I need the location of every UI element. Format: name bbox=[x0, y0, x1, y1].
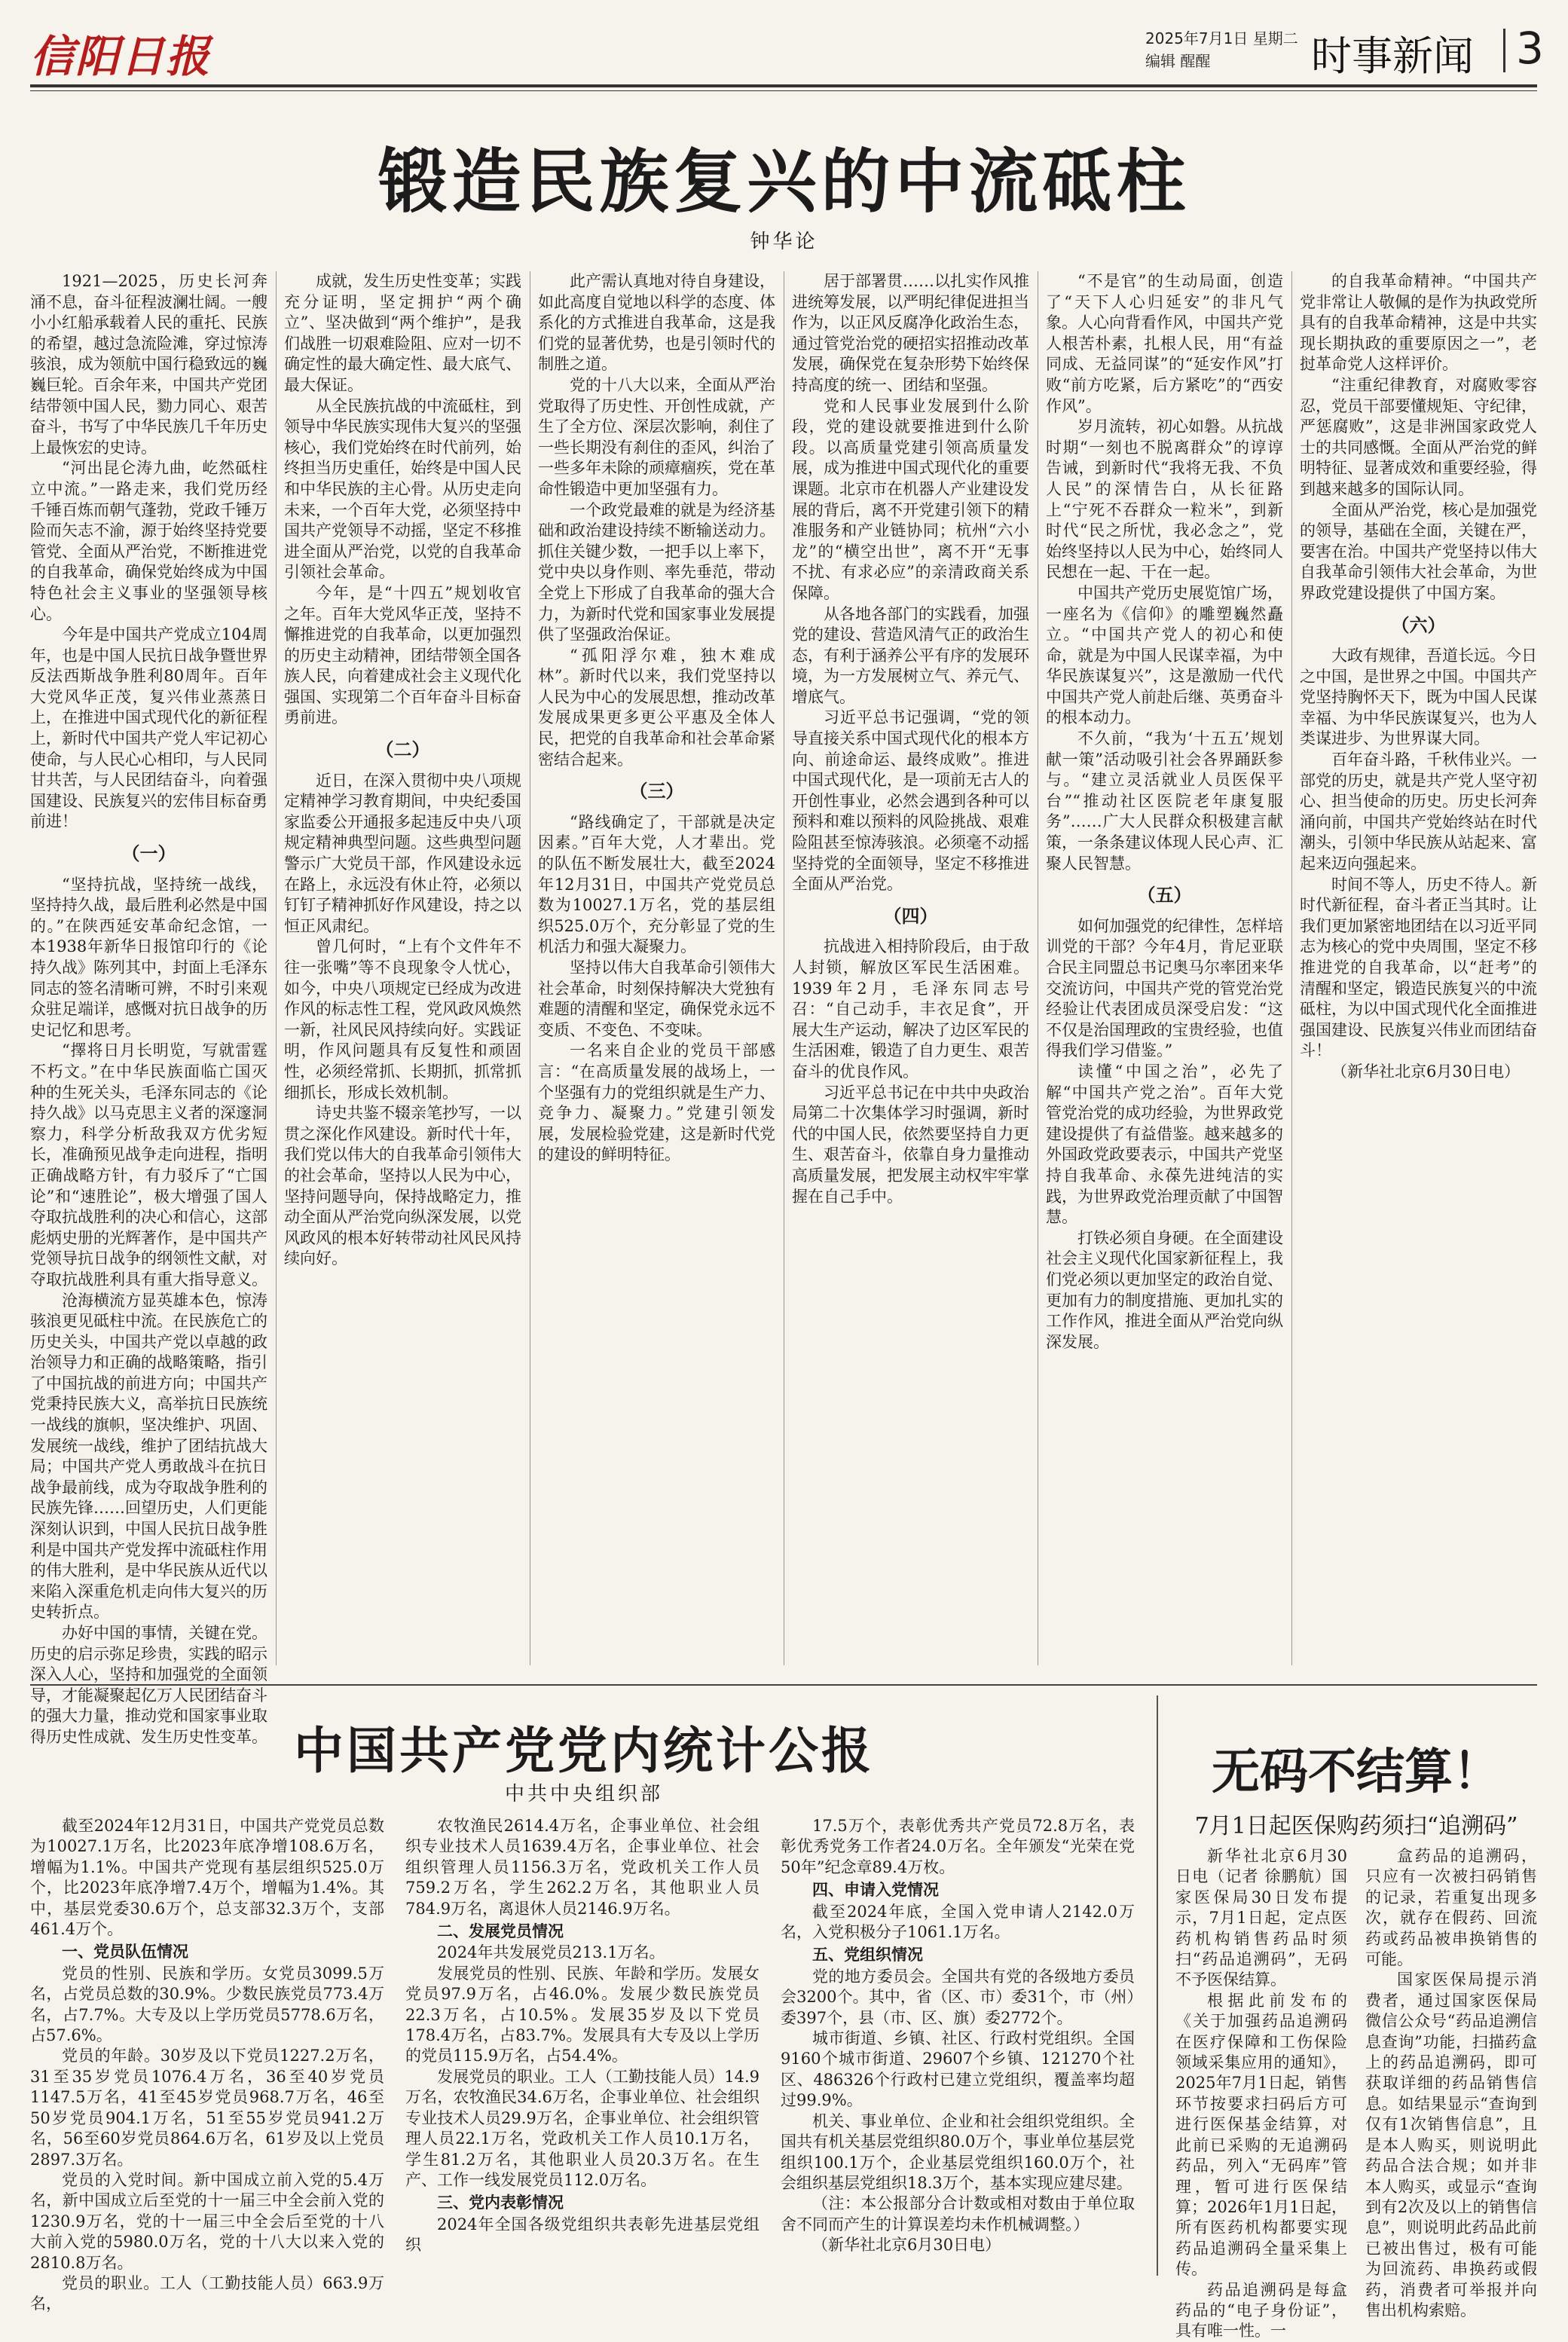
paragraph: 诗史共鉴不辍亲笔抄写，一以贯之深化作风建设。新时代十年，我们党以伟大的自我革命引领伟大的社会革命，坚持以人民为中心，坚持问题导向，保持战略定力，推动全面从严治党向纵深发展，以党风政风的根本好转带动社风民风持续向好。 bbox=[284, 1104, 521, 1268]
paragraph: 大政有规律，吾道长远。今日之中国，是世界之中国。中国共产党坚持胸怀天下，既为中国人民谋幸福、为中华民族谋复兴，也为人类谋进步、为世界谋大同。 bbox=[1300, 647, 1537, 748]
paragraph: 全面从严治党，核心是加强党的领导，基础在全面，关键在严，要害在治。中国共产党坚持以伟大自我革命引领伟大社会革命，为世界政党建设提供了中国方案。 bbox=[1300, 500, 1537, 602]
medical-headline: 无码不结算！ bbox=[1212, 1744, 1501, 1800]
bulletin-headline: 中国共产党党内统计公报 bbox=[294, 1722, 874, 1780]
article-column bbox=[284, 271, 521, 1665]
paragraph: 党和人民事业发展到什么阶段，党的建设就要推进到什么阶段。以高质量党建引领高质量发展，成为推进中国式现代化的重要课题。北京市在机器人产业建设发展的背后，离不开党建引领下的精准服务和产业链协同；杭州“六小龙”的“横空出世”，离不开“无事不扰、有求必应”的亲清政商关系保障。 bbox=[792, 396, 1029, 602]
paragraph: 农牧渔民2614.4万名，企事业单位、社会组织专业技术人员1639.4万名，企事业单位、社会组织管理人员1156.3万名，党政机关工作人员759.2万名，学生262.2万名，其他职业人员784.9万名，离退休人员2146.9万名。 bbox=[405, 1817, 760, 1918]
editor-credit: 编辑 醒醒 bbox=[1145, 52, 1211, 70]
paragraph: “路线确定了，干部就是决定因素。”百年大党，人才辈出。党的队伍不断发展壮大，截至2024年12月31日，中国共产党党员总数为10027.1万名，党的基层组织525.0万个，充分彰显了党的生机活力和强大凝聚力。 bbox=[538, 812, 775, 956]
paragraph: 习近平总书记在中共中央政治局第二十次集体学习时强调，新时代的中国人民，依然要坚持自力更生、艰苦奋斗，依靠自身力量推动高质量发展，把发展主动权牢牢掌握在自己手中。 bbox=[792, 1083, 1029, 1206]
paragraph: 从全民族抗战的中流砥柱，到领导中华民族实现伟大复兴的坚强核心，我们党始终在时代前列，始终担当历史重任，始终是中国人民和中华民族的主心骨。从历史走向未来，一个百年大党，必须坚持中国共产党领导不动摇，坚定不移推进全面从严治党，以党的自我革命引领社会革命。 bbox=[284, 396, 521, 582]
main-byline: 钟华论 bbox=[750, 231, 818, 253]
paragraph: 办好中国的事情，关键在党。历史的启示弥足珍贵，实践的昭示深入人心，坚持和加强党的全面领导，才能凝聚起亿万人民团结奋斗的强大力量，推动党和国家事业取得历史性成就、发生历史性变革。 bbox=[30, 1624, 267, 1746]
column-rule bbox=[1291, 271, 1292, 1665]
article-column bbox=[30, 271, 267, 1746]
paragraph: 党员的年龄。30岁及以下党员1227.2万名，31至35岁党员1076.4万名，36至40岁党员1147.5万名，41至45岁党员968.7万名，46至50岁党员904.1万名，51至55岁党员941.2万名，56至60岁党员864.6万名，61岁及以上党员2897.3万名。 bbox=[30, 2047, 384, 2169]
paragraph: 根据此前发布的《关于加强药品追溯码在医疗保障和工伤保险领域采集应用的通知》，2025年7月1日起，销售环节按要求扫码后方可进行医保基金结算，对此前已采购的无追溯码药品，列入“无码库”管理，暂可进行医保结算；2026年1月1日起，所有医药机构都要实现药品追溯码全量采集上传。 bbox=[1175, 1991, 1347, 2279]
paragraph: 党的十八大以来，全面从严治党取得了历史性、开创性成就，产生了全方位、深层次影响，刹住了一些长期没有刹住的歪风，纠治了一些多年未除的顽瘴痼疾，党在革命性锻造中更加坚强有力。 bbox=[538, 375, 775, 498]
paragraph: 17.5万个，表彰优秀共产党员72.8万名，表彰优秀党务工作者24.0万名。全年颁发“光荣在党50年”纪念章89.4万枚。 bbox=[781, 1817, 1135, 1876]
paragraph: 从各地各部门的实践看，加强党的建设、营造风清气正的政治生态，有利于涵养公平有序的发展环境，为一方发展树立气、养元气、增底气。 bbox=[792, 604, 1029, 706]
paragraph: 发展党员的性别、民族、年龄和学历。发展女党员97.9万名，占46.0%。发展少数民族党员22.3万名，占10.5%。发展35岁及以下党员178.4万名，占83.7%。发展具有大专及以上学历的党员115.9万名，占54.4%。 bbox=[405, 1964, 760, 2065]
paragraph: 一名来自企业的党员干部感言：“在高质量发展的战场上，一个坚强有力的党组织就是生产力、竞争力、凝聚力。”党建引领发展，发展检验党建，这是新时代党的建设的鲜明特征。 bbox=[538, 1041, 775, 1164]
paragraph: 2024年共发展党员213.1万名。 bbox=[437, 1943, 665, 1962]
paragraph: 沧海横流方显英雄本色，惊涛骇浪更见砥柱中流。在民族危亡的历史关头，中国共产党以卓越的政治领导力和正确的战略策略，指引了中国抗战的前进方向；中国共产党秉持民族大义，高举抗日民族统一战线的旗帜，坚决维护、巩固、发展统一战线，维护了团结抗战大局；中国共产党人勇敢战斗在抗日战争最前线，成为夺取战争胜利的民族先锋……回望历史，人们更能深刻认识到，中国人民抗日战争胜利是中国共产党发挥中流砥柱作用的伟大胜利，是中华民族从近代以来陷入深重危机走向伟大复兴的历史转折点。 bbox=[30, 1291, 267, 1622]
paragraph: 党员的性别、民族和学历。女党员3099.5万名，占党员总数的30.9%。少数民族党员773.4万名，占7.7%。大专及以上学历党员5778.6万名，占57.6%。 bbox=[30, 1964, 384, 2045]
paragraph: 的自我革命精神。“中国共产党非常让人敬佩的是作为执政党所具有的自我革命精神，这是中共实现长期执政的重要原因之一”，老挝革命党人这样评价。 bbox=[1300, 272, 1537, 374]
paragraph: 2024年全国各级党组织共表彰先进基层党组织 bbox=[405, 2215, 760, 2255]
paragraph: 党员的职业。工人（工勤技能人员）663.9万名， bbox=[30, 2273, 384, 2313]
paragraph: 抗战进入相持阶段后，由于敌人封锁，解放区军民生活困难。1939年2月，毛泽东同志号召：“自己动手，丰衣足食”，开展大生产运动，解决了边区军民的生活困难，锻造了自力更生、艰苦奋斗的优良作风。 bbox=[792, 937, 1029, 1081]
issue-date: 2025年7月1日 星期二 bbox=[1145, 29, 1298, 47]
paragraph: 新华社北京6月30日电（记者 徐鹏航）国家医保局30日发布提示，7月1日起，定点医药机构销售药品时须扫“药品追溯码”，无码不予医保结算。 bbox=[1175, 1847, 1347, 1989]
paragraph: 一个政党最难的就是为经济基础和政治建设持续不断输送动力。抓住关键少数，一把手以上率下，党中央以身作则、率先垂范，带动全党上下形成了自我革命的强大合力，为新时代党和国家事业发展提供了坚强政治保证。 bbox=[538, 500, 775, 644]
paragraph: 坚持以伟大自我革命引领伟大社会革命，时刻保持解决大党独有难题的清醒和坚定，确保党永远不变质、不变色、不变味。 bbox=[538, 959, 775, 1039]
news-column bbox=[1365, 1846, 1537, 2319]
paragraph: （注：本公报部分合计数或相对数由于单位取舍不同而产生的计算误差均未作机械调整。） bbox=[781, 2194, 1135, 2233]
column-rule bbox=[276, 271, 277, 1665]
paragraph: 城市街道、乡镇、社区、行政村党组织。全国9160个城市街道、29607个乡镇、121270个社区、486326个行政村已建立党组织，覆盖率均超过99.9%。 bbox=[781, 2029, 1135, 2110]
paragraph: 此产需认真地对待自身建设，如此高度自觉地以科学的态度、体系化的方式推进自我革命，这是我们党的显著优势，也是引领时代的制胜之道。 bbox=[538, 272, 775, 374]
paragraph: 打铁必须自身硬。在全面建设社会主义现代化国家新征程上，我们党必须以更加坚定的政治自觉、更加有力的制度措施、更加扎实的工作作风，推进全面从严治党向纵深发展。 bbox=[1046, 1228, 1283, 1351]
medical-subheadline: 7月1日起医保购药须扫“追溯码” bbox=[1194, 1813, 1518, 1839]
section-divider bbox=[30, 1684, 1537, 1686]
section-heading: （三） bbox=[629, 780, 684, 803]
masthead bbox=[30, 17, 1544, 84]
paragraph: 药品追溯码是每盒药品的“电子身份证”，具有唯一性。一 bbox=[1175, 2280, 1347, 2340]
newspaper-logo: 信阳日报 bbox=[30, 31, 212, 82]
paragraph: 截至2024年12月31日，中国共产党党员总数为10027.1万名，比2023年底净增108.6万名，增幅为1.1%。中国共产党现有基层组织525.0万个，比2023年底净增7.4万个，增幅为1.4%。其中，基层党委30.6万个，总支部32.3万个，支部461.4万个。 bbox=[30, 1817, 384, 1939]
bulletin-byline: 中共中央组织部 bbox=[504, 1783, 663, 1805]
paragraph: 盒药品的追溯码，只应有一次被扫码销售的记录，若重复出现多次，就存在假药、回流药或药品被串换销售的可能。 bbox=[1365, 1847, 1537, 1969]
issue-info bbox=[1145, 27, 1298, 72]
paragraph: 1921—2025，历史长河奔涌不息，奋斗征程波澜壮阔。一艘小小红船承载着人民的重托、民族的希望，越过急流险滩，穿过惊涛骇浪，成为领航中国行稳致远的巍巍巨轮。百余年来，中国共产党团结带领中国人民，勠力同心、艰苦奋斗，书写了中华民族几千年历史上最恢宏的史诗。 bbox=[30, 272, 267, 457]
paragraph: “注重纪律教育，对腐败零容忍，党员干部要懂规矩、守纪律，严惩腐败”，这是非洲国家政党人士的共同感慨。全面从严治党的鲜明特征、显著成效和重要经验，得到越来越多的国际认同。 bbox=[1300, 375, 1537, 498]
bulletin-column bbox=[405, 1816, 760, 2276]
section-heading: （二） bbox=[375, 738, 430, 761]
article-column bbox=[538, 271, 775, 1665]
page-number: 3 bbox=[1516, 23, 1544, 74]
article-column bbox=[792, 271, 1029, 1665]
paragraph: 今年是中国共产党成立104周年，也是中国人民抗日战争暨世界反法西斯战争胜利80周年。百年大党风华正茂，复兴伟业蒸蒸日上，在推进中国式现代化的新征程上，新时代中国共产党人牢记初心使命，与人民心心相印，与人民同甘共苦，与人民团结奋斗，向着强国建设、民族复兴的宏伟目标奋勇前进！ bbox=[30, 625, 267, 831]
paragraph: 中国共产党历史展览馆广场，一座名为《信仰》的雕塑巍然矗立。“中国共产党人的初心和使命，就是为中国人民谋幸福，为中华民族谋复兴”，这是激励一代代中国共产党人前赴后继、英勇奋斗的根本动力。 bbox=[1046, 583, 1283, 727]
paragraph: 岁月流转，初心如磐。从抗战时期“一刻也不脱离群众”的谆谆告诫，到新时代“我将无我、不负人民”的深情告白，从长征路上“宁死不吞群众一粒米”，到新时代“民之所忧，我必念之”，党始终坚持以人民为中心，始终同人民想在一起、干在一起。 bbox=[1046, 417, 1283, 582]
bulletin-subheading: 五、党组织情况 bbox=[812, 1945, 923, 1964]
paragraph: “擇将日月长明览，写就雷霆不朽文。”在中华民族面临亡国灭种的生死关头，毛泽东同志的《论持久战》以马克思主义者的深邃洞察力，科学分析敌我双方优劣短长，准确预见战争走向进程，指明正确战略方针，有力驳斥了“亡国论”和“速胜论”，极大增强了国人夺取抗战胜利的决心和信心，这部彪炳史册的光辉著作，是中国共产党领导抗日战争的纲领性文献，对夺取抗战胜利具有重大指导意义。 bbox=[30, 1041, 267, 1289]
paragraph: 习近平总书记强调，“党的领导直接关系中国式现代化的根本方向、前途命运、最终成败”。推进中国式现代化，是一项前无古人的开创性事业，必然会遇到各种可以预料和难以预料的风险挑战、艰难险阻甚至惊涛骇浪。必须毫不动摇坚持党的全面领导，坚定不移推进全面从严治党。 bbox=[792, 708, 1029, 894]
bulletin-column bbox=[781, 1816, 1135, 2276]
paragraph: 成就，发生历史性变革；实践充分证明，坚定拥护“两个确立”、坚决做到“两个维护”，是我们战胜一切艰难险阻、应对一切不确定性的最大确定性、最大底气、最大保证。 bbox=[284, 272, 521, 394]
paragraph: “不是官”的生动局面，创造了“天下人心归延安”的非凡气象。人心向背看作风，中国共产党人根苦朴素，扎根人民，用“有益同成、无益同谋”的“延安作风”打败“前方吃紧，后方紧吃”的“西安作风”。 bbox=[1046, 272, 1283, 415]
paragraph: “孤阳浮尔难，独木难成林”。新时代以来，我们党坚持以人民为中心的发展思想，推动改革发展成果更多更公平惠及全体人民，把党的自我革命和社会革命紧密结合起来。 bbox=[538, 646, 775, 769]
paragraph: 党员的入党时间。新中国成立前入党的5.4万名，新中国成立后至党的十一届三中全会前入党的1230.9万名，党的十一届三中全会后至党的十八大前入党的5980.0万名，党的十八大以来入党的2810.8万名。 bbox=[30, 2170, 384, 2272]
paragraph: 读懂“中国之治”，必先了解“中国共产党之治”。百年大党管党治党的成功经验，为世界政党建设提供了有益借鉴。越来越多的外国政党政要表示，中国共产党坚持自我革命、永葆先进纯洁的实践，为世界政党治理贡献了中国智慧。 bbox=[1046, 1062, 1283, 1227]
paragraph: （新华社北京6月30日电） bbox=[1331, 1062, 1521, 1081]
article-divider bbox=[1157, 1695, 1158, 2276]
news-column bbox=[1175, 1846, 1347, 2340]
bulletin-column bbox=[30, 1816, 384, 2313]
section-heading: （一） bbox=[121, 842, 176, 865]
paragraph: 百年奋斗路，千秋伟业兴。一部党的历史，就是共产党人坚守初心、担当使命的历史。历史长河奔涌向前，中国共产党始终站在时代潮头，引领中华民族从站起来、富起来迈向强起来。 bbox=[1300, 751, 1537, 873]
bulletin-subheading: 三、党内表彰情况 bbox=[437, 2193, 564, 2212]
section-heading: （四） bbox=[883, 904, 938, 927]
section-title: 时事新闻 bbox=[1311, 32, 1474, 80]
paragraph: “河出昆仑涛九曲，屹然砥柱立中流。”一路走来，我们党历经千锤百炼而朝气蓬勃，党政千锤万险而矢志不渝，源于始终坚持党要管党、全面从严治党，不断推进党的自我革命，确保党始终成为中国特色社会主义事业的坚强领导核心。 bbox=[30, 459, 267, 623]
section-heading: （六） bbox=[1391, 613, 1446, 636]
paragraph: 国家医保局提示消费者，通过国家医保局微信公众号“药品追溯信息查询”功能，扫描药盒上的药品追溯码，即可获取详细的药品销售信息。如结果显示“查询到仅有1次销售信息”，且是本人购买，则说明此药品合法合规；如并非本人购买，或显示“查询到有2次及以上的销售信息”，则说明此药品此前已被出售过，极有可能为回流药、串换药或假药，消费者可举报并向售出机构索赔。 bbox=[1365, 1971, 1537, 2319]
paragraph: （新华社北京6月30日电） bbox=[812, 2236, 1001, 2255]
bulletin-subheading: 四、申请入党情况 bbox=[812, 1880, 939, 1900]
paragraph: 机关、事业单位、企业和社会组织党组织。全国共有机关基层党组织80.0万个，事业单位基层党组织100.1万个，企业基层党组织160.0万个，社会组织基层党组织18.3万个，基本实现应建尽建。 bbox=[781, 2111, 1135, 2192]
paragraph: 党的地方委员会。全国共有党的各级地方委员会3200个。其中，省（区、市）委31个，市（州）委397个，县（市、区、旗）委2772个。 bbox=[781, 1967, 1135, 2027]
article-column bbox=[1046, 271, 1283, 1665]
main-headline: 锻造民族复兴的中流砥柱 bbox=[377, 142, 1191, 222]
top-rule-thin bbox=[30, 90, 1537, 91]
paragraph: 如何加强党的纪律性，怎样培训党的干部？今年4月，肯尼亚联合民主同盟总书记奥马尔率团来华交流访问，中国共产党的管党治党经验让代表团成员深受启发：“这不仅是治国理政的宝贵经验，也值得我们学习借鉴。” bbox=[1046, 916, 1283, 1060]
top-rule bbox=[30, 84, 1537, 87]
paragraph: 居于部署贯……以扎实作风推进统筹发展，以严明纪律促进担当作为，以正风反腐净化政治生态，通过管党治党的硬招实招推动改革发展，确保党在复杂形势下始终保持高度的统一、团结和坚强。 bbox=[792, 272, 1029, 394]
paragraph: 不久前，“我为‘十五五’规划献一策”活动吸引社会各界踊跃参与。“建立灵活就业人员医保平台”“推动社区医院老年康复服务”……广大人民群众积极建言献策，一条条建议体现人民心声、汇聚人民智慧。 bbox=[1046, 729, 1283, 873]
paragraph: 发展党员的职业。工人（工勤技能人员）14.9万名，农牧渔民34.6万名，企事业单位、社会组织专业技术人员29.9万名，企事业单位、社会组织管理人员22.1万名，党政机关工作人员10.1万名，学生81.2万名，其他职业人员20.3万名。在生产、工作一线发展党员112.0万名。 bbox=[405, 2067, 760, 2189]
paragraph: 曾几何时，“上有个文件年不往一张嘴”等不良现象令人忧心，如今，中央八项规定已经成为改进作风的标志性工程，党风政风焕然一新，社风民风持续向好。实践证明，作风问题具有反复性和顽固性，必须经常抓、长期抓，抓常抓细抓长，形成长效机制。 bbox=[284, 937, 521, 1102]
bulletin-subheading: 二、发展党员情况 bbox=[437, 1922, 564, 1941]
paragraph: 今年，是“十四五”规划收官之年。百年大党风华正茂，坚持不懈推进党的自我革命，以更加强烈的历史主动精神，团结带领全国各族人民，向着建成社会主义现代化强国、实现第二个百年奋斗目标奋勇前进。 bbox=[284, 583, 521, 727]
article-column bbox=[1300, 271, 1537, 1665]
masthead-divider bbox=[1503, 29, 1505, 72]
paragraph: 时间不等人，历史不待人。新时代新征程，奋斗者正当其时。让我们更加紧密地团结在以习近平同志为核心的党中央周围，坚定不移推进党的自我革命，以“赶考”的清醒和坚定，锻造民族复兴的中流砥柱，为以中国式现代化全面推进强国建设、民族复兴伟业而团结奋斗！ bbox=[1300, 875, 1537, 1060]
paragraph: 近日，在深入贯彻中央八项规定精神学习教育期间，中央纪委国家监委公开通报多起违反中央八项规定精神典型问题。这些典型问题警示广大党员干部，作风建设永远在路上，永远没有休止符，必须以钉钉子精神抓好作风建设，持之以恒正风肃纪。 bbox=[284, 771, 521, 935]
section-heading: （五） bbox=[1137, 884, 1192, 907]
paragraph: 截至2024年底，全国入党申请人2142.0万名，入党积极分子1061.1万名。 bbox=[781, 1902, 1135, 1942]
bulletin-subheading: 一、党员队伍情况 bbox=[62, 1942, 188, 1961]
paragraph: “坚持抗战，坚持统一战线，坚持持久战，最后胜利必然是中国的。”在陕西延安革命纪念馆，一本1938年新华日报馆印行的《论持久战》陈列其中，封面上毛泽东同志的签名清晰可辨，不时引来观众驻足端详，感慨对抗日战争的历史记忆和思考。 bbox=[30, 875, 267, 1039]
